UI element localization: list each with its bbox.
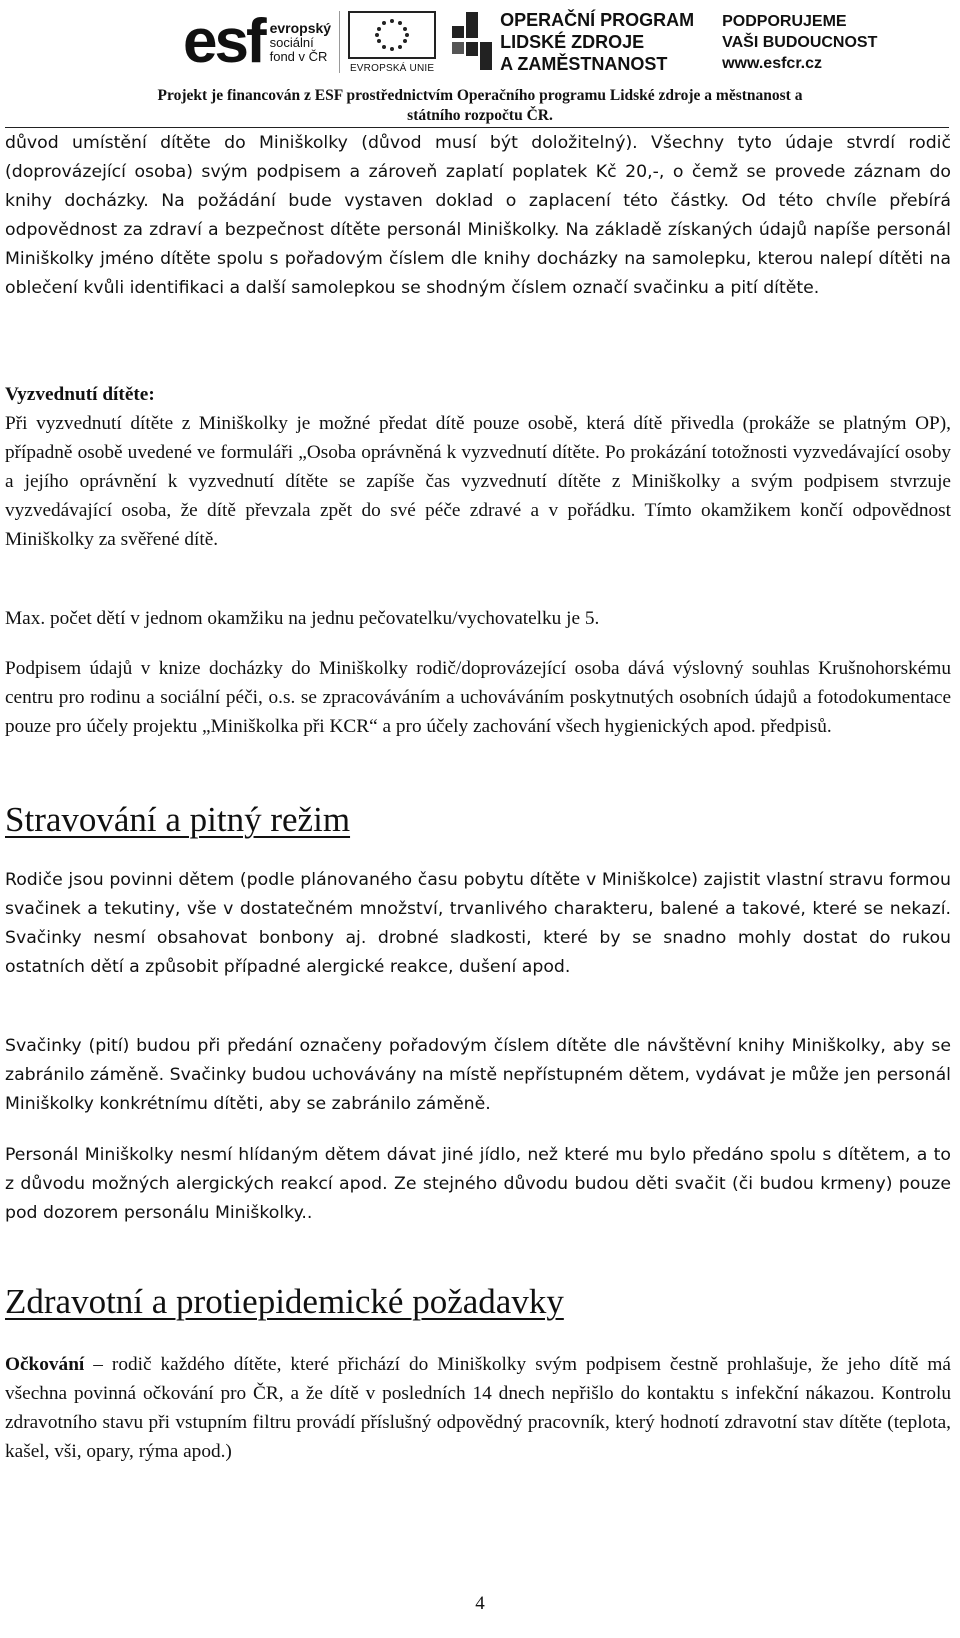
podp-website: www.esfcr.cz xyxy=(722,54,823,72)
financing-line2: státního rozpočtu ČR. xyxy=(407,107,553,124)
health-heading: Zdravotní a protiepidemické požadavky xyxy=(5,1282,564,1321)
food-paragraph-3 xyxy=(5,1141,951,1228)
op-logo xyxy=(452,9,694,75)
food-text-1: Rodiče jsou povinni dětem (podle plánovaného času pobytu dítěte v Miniškolce) zajistit vlastní stravu formou svačinek a tekutiny, vše v dostatečném množství, trvanlivého charakteru, balené a takové, které se nekazí. Svačinky nesmí obsahovat bonbony aj. drobné sladkosti, které by se snadno mohly dostat do rukou ostatních dětí a způsobit případné alergické reakce, dušení apod. xyxy=(5,870,951,977)
logo-divider xyxy=(339,11,340,73)
esf-logo-caption xyxy=(270,21,331,64)
food-paragraph-2 xyxy=(5,1032,951,1119)
esf-logo-letters: esf xyxy=(183,7,264,76)
food-paragraph-1 xyxy=(5,866,951,982)
podp-line1: PODPORUJEME xyxy=(722,12,847,30)
vaccination-text: – rodič každého dítěte, které přichází do Miniškolky svým podpisem čestně prohlašuje, že jeho dítě má všechna povinná očkování pro ČR, a že dítě v posledních 14 dnech nepřišlo do kontaktu s infekční nákazou. Kontrolu zdravotního stavu při vstupním filtru provádí příslušný odpovědný pracovník, který hodnotí zdravotní stav dítěte (teplota, kašel, vši, opary, rýma apod.) xyxy=(5,1354,951,1462)
op-logo-icon xyxy=(452,12,492,72)
eu-logo xyxy=(348,11,436,74)
page-number: 4 xyxy=(475,1593,485,1614)
pickup-section xyxy=(5,380,951,554)
esf-caption-line1: evropský xyxy=(269,19,332,36)
esf-logo xyxy=(183,7,332,76)
esf-caption-line3: fond v ČR xyxy=(269,48,328,64)
intro-text: důvod umístění dítěte do Miniškolky (důvod musí být doložitelný). Všechny tyto údaje stvrdí rodič (doprovázející osoba) svým podpisem a zároveň zaplatí poplatek Kč 20,-, o čemž se provede záznam do knihy docházky. Na požádání bude vystaven doklad o zaplacení této částky. Od této chvíle přebírá odpovědnost za zdraví a bezpečnost dítěte personál Miniškolky. Na základě získaných údajů napíše personál Miniškolky jméno dítěte spolu s pořadovým číslem dle knihy docházky na samolepku, kterou nalepí dítěti na oblečení kvůli identifikaci a další samolepkou se shodným číslem označí svačinku a pití dítěte. xyxy=(5,133,951,298)
esf-caption-line2: sociální xyxy=(269,34,314,50)
food-text-3: Personál Miniškolky nesmí hlídaným dětem dávat jiné jídlo, než které mu bylo předáno spolu s dítětem, a to z důvodu možných alergických reakcí apod. Ze stejného důvodu budou děti svačit (či budou krmeny) pouze pod dozorem personálu Miniškolky.. xyxy=(5,1145,951,1223)
financing-line1: Projekt je financován z ESF prostřednictvím Operačního programu Lidské zdroje a městnanost a xyxy=(157,87,803,104)
op-line2: LIDSKÉ ZDROJE xyxy=(500,32,645,52)
header-rule xyxy=(5,127,949,128)
vaccination-label: Očkování xyxy=(5,1354,85,1375)
food-heading: Stravování a pitný režim xyxy=(5,800,351,839)
podp-line2: VAŠI BUDOUCNOST xyxy=(722,33,878,51)
consent-paragraph xyxy=(5,654,951,741)
podporujeme-logo xyxy=(722,11,877,74)
food-text-2: Svačinky (pití) budou při předání označeny pořadovým číslem dítěte dle návštěvní knihy Miniškolky, aby se zabránilo záměně. Svačinky budou uchovávány na místě nepřístupném dětem, vydávat je může jen personál Miniškolky konkrétnímu dítěti, aby se zabránilo záměně. xyxy=(5,1036,951,1114)
op-line1: OPERAČNÍ PROGRAM xyxy=(500,10,695,30)
op-line3: A ZAMĚSTNANOST xyxy=(500,54,668,74)
vaccination-paragraph xyxy=(5,1350,951,1466)
op-logo-text xyxy=(500,9,694,75)
pickup-text: Při vyzvednutí dítěte z Miniškolky je možné předat dítě pouze osobě, která dítě přivedla (prokáže se platným OP), případně osobě uvedené ve formuláři „Osoba oprávněná k vyzvednutí dítěte. Po prokázání totožnosti vyzvedávající osoby a jejího oprávnění k vyzvednutí dítěte se zapíše čas vyzvednutí dítěte z Miniškolky a svým podpisem stvrzuje vyzvedávající osoba, že dítě převzala zpět do své péče zdravé a v pořádku. Tímto okamžikem končí odpovědnost Miniškolky za svěřené dítě. xyxy=(5,413,951,550)
pickup-title: Vyzvednutí dítěte: xyxy=(5,384,155,405)
consent-text: Podpisem údajů v knize docházky do Miniškolky rodič/doprovázející osoba dává výslovný souhlas Krušnohorskému centru pro rodinu a sociální péči, o.s. se zpracováváním a uchováváním poskytnutých osobních údajů a fotodokumentace pouze pro účely projektu „Miniškolka při KCR“ a pro účely zachování všech hygienických apod. předpisů. xyxy=(5,658,951,737)
financing-note xyxy=(0,86,960,126)
max-children-note xyxy=(5,604,951,633)
max-children-text: Max. počet dětí v jednom okamžiku na jednu pečovatelku/vychovatelku je 5. xyxy=(5,608,600,629)
intro-paragraph xyxy=(5,129,951,303)
header-logos xyxy=(183,4,877,80)
eu-flag-icon xyxy=(348,11,436,59)
eu-label: EVROPSKÁ UNIE xyxy=(349,62,435,74)
